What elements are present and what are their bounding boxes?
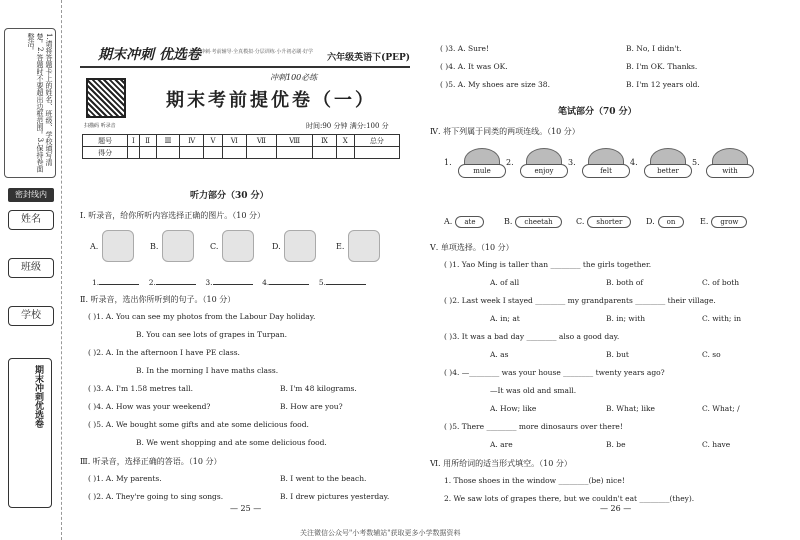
name-field[interactable]: 姓名 [8, 210, 54, 230]
side-badge: 密封线内 [8, 188, 54, 202]
answer-blank[interactable] [326, 277, 366, 285]
score-cell[interactable] [222, 147, 246, 159]
score-table [82, 134, 400, 159]
score-cell[interactable] [277, 147, 313, 159]
q3-heading: Ⅲ. 听录音，选择正确的答语。（10 分） [80, 457, 222, 466]
picture-option [336, 230, 386, 266]
q5-option: C. have [702, 440, 731, 449]
q2-heading: Ⅱ. 听录音，选出你所听到的句子。（10 分） [80, 295, 236, 304]
q3-cont-line: B. No, I didn't. [626, 44, 682, 53]
score-header-cell: Ⅶ [246, 135, 276, 147]
score-cell[interactable] [128, 147, 139, 159]
q6-heading: Ⅵ. 用所给词的适当形式填空。（10 分） [430, 459, 572, 468]
picture-option [210, 230, 260, 266]
sleeping-picture [284, 230, 316, 262]
leaf-letter: C. [576, 217, 585, 226]
left-page [70, 0, 410, 540]
blank-number: 4. [262, 278, 270, 287]
leaf-letter: D. [646, 217, 655, 226]
frog-word: better [644, 164, 692, 178]
q5-option: A. in; at [490, 314, 520, 323]
q3-cont-line: B. I'm 12 years old. [626, 80, 700, 89]
q2-line: B. How are you? [280, 402, 343, 411]
frog-item[interactable] [692, 148, 758, 186]
q3-cont-line: B. I'm OK. Thanks. [626, 62, 698, 71]
q5-option: A. are [490, 440, 513, 449]
score-header-cell: Ⅸ [313, 135, 336, 147]
book-picture [162, 230, 194, 262]
q5-line: ( )1. Yao Ming is taller than ________ the girls together. [444, 260, 652, 269]
frog-word: with [706, 164, 754, 178]
side-notes: 1.请将答题卡上的姓名、班级、学校填写清楚。2.答题时不要超出边框范围。3.保持卷面整洁。 [4, 28, 56, 178]
score-cell[interactable] [180, 147, 204, 159]
lion-picture [102, 230, 134, 262]
leaf-letter: A. [444, 217, 453, 226]
q5-option: B. be [606, 440, 626, 449]
right-page [430, 0, 790, 540]
q1-answer-blanks [92, 277, 366, 287]
picture-option [150, 230, 200, 266]
subtag: 冲刺100必练 [270, 73, 318, 82]
frog-item[interactable] [568, 148, 634, 186]
frog-number: 4. [630, 158, 638, 167]
plant-picture [222, 230, 254, 262]
written-heading: 笔试部分（70 分） [558, 107, 637, 117]
score-header-cell: Ⅴ [204, 135, 222, 147]
score-header-cell: Ⅵ [222, 135, 246, 147]
q2-line: B. We went shopping and ate some delicious food. [136, 438, 327, 447]
answer-blank[interactable] [213, 277, 253, 285]
grade-label: 六年级英语下(PEP) [327, 53, 410, 63]
frog-item[interactable] [506, 148, 572, 186]
q3-line: B. I went to the beach. [280, 474, 367, 483]
leaf-letter: B. [504, 217, 513, 226]
q5-option: B. What; like [606, 404, 655, 413]
score-header-cell: Ⅹ [336, 135, 354, 147]
picture-label: A. [90, 242, 99, 251]
blank-number: 5. [318, 278, 326, 287]
food-picture [348, 230, 380, 262]
leaf-option[interactable] [700, 216, 747, 228]
q3-line: ( )2. A. They're going to sing songs. [88, 492, 224, 501]
school-field[interactable]: 学校 [8, 306, 54, 326]
q2-line: ( )2. A. In the afternoon I have PE class. [88, 348, 240, 357]
blank-number: 1. [92, 278, 100, 287]
answer-blank[interactable] [156, 277, 196, 285]
score-cell[interactable] [246, 147, 276, 159]
leaf-word: ate [455, 216, 484, 228]
score-cell[interactable] [204, 147, 222, 159]
q3-cont-line: ( )4. A. It was OK. [440, 62, 508, 71]
brand-logo: 期末冲刺 优选卷 [98, 47, 201, 63]
score-header-cell: Ⅷ [277, 135, 313, 147]
frog-item[interactable] [444, 148, 510, 186]
answer-blank[interactable] [99, 277, 139, 285]
exam-meta: 时间:90 分钟 满分:100 分 [306, 122, 389, 130]
q5-option: A. of all [490, 278, 520, 287]
qr-caption: 扫描码 听录音 [84, 123, 116, 129]
q1-pictures [90, 230, 410, 270]
q2-line: ( )3. A. I'm 1.58 metres tall. [88, 384, 194, 393]
q5-option: C. of both [702, 278, 740, 287]
leaf-letter: E. [700, 217, 709, 226]
leaf-word: on [658, 216, 685, 228]
q6-line: 1. Those shoes in the window ________(be) nice! [444, 476, 625, 485]
frog-number: 1. [444, 158, 452, 167]
q2-line: ( )4. A. How was your weekend? [88, 402, 211, 411]
score-header-row [83, 135, 400, 147]
binding-sidebar [0, 0, 62, 540]
q5-line: ( )5. There ________ more dinosaurs over there! [444, 422, 623, 431]
score-cell[interactable] [313, 147, 336, 159]
side-logo: 期末冲刺优选卷 [8, 358, 52, 508]
score-header-cell: Ⅱ [139, 135, 156, 147]
picture-label: D. [272, 242, 281, 251]
q3-cont-line: ( )5. A. My shoes are size 38. [440, 80, 550, 89]
q5-option: C. with; in [702, 314, 742, 323]
frog-item[interactable] [630, 148, 696, 186]
frog-word: mule [458, 164, 506, 178]
blank-number: 2. [148, 278, 156, 287]
page-number: — 25 — [230, 504, 262, 513]
score-header-cell: Ⅰ [128, 135, 139, 147]
q5-option: C. so [702, 350, 721, 359]
frog-number: 5. [692, 158, 700, 167]
q5-option: B. both of [606, 278, 644, 287]
page-header [80, 40, 410, 68]
frog-number: 3. [568, 158, 576, 167]
picture-label: B. [150, 242, 159, 251]
answer-blank[interactable] [269, 277, 309, 285]
score-header-cell: 总分 [354, 135, 399, 147]
q2-line: ( )1. A. You can see my photos from the Labour Day holiday. [88, 312, 316, 321]
page-number: — 26 — [600, 504, 632, 513]
q5-line: —It was old and small. [490, 386, 577, 395]
score-cell[interactable] [139, 147, 156, 159]
q5-line: ( )2. Last week I stayed ________ my grandparents ________ their village. [444, 296, 716, 305]
q2-line: B. In the morning I have maths class. [136, 366, 279, 375]
q5-option: B. but [606, 350, 629, 359]
blank-number: 3. [205, 278, 213, 287]
score-header-cell: Ⅳ [180, 135, 204, 147]
leaf-word: grow [711, 216, 747, 228]
score-row [83, 147, 400, 159]
q2-line: B. I'm 48 kilograms. [280, 384, 357, 393]
picture-label: C. [210, 242, 219, 251]
q3-line: ( )1. A. My parents. [88, 474, 162, 483]
frog-number: 2. [506, 158, 514, 167]
footer-note: 关注微信公众号"小考数辅站"获取更多小学数据资料 [300, 529, 461, 537]
q1-heading: Ⅰ. 听录音，给你所听内容选择正确的图片。（10 分） [80, 211, 265, 220]
picture-option [272, 230, 322, 266]
q6-line: 2. We saw lots of grapes there, but we couldn't eat ________(they). [444, 494, 695, 503]
q5-option: C. What; / [702, 404, 740, 413]
q5-option: B. in; with [606, 314, 646, 323]
q5-option: A. as [490, 350, 509, 359]
listening-heading: 听力部分（30 分） [190, 191, 269, 201]
class-field[interactable]: 班级 [8, 258, 54, 278]
q5-option: A. How; like [490, 404, 537, 413]
brand-tagline: 期末冲刺·考前辅导·全真模拟·分层训练·小升初必刷·好学 [190, 49, 313, 55]
q5-line: ( )4. —________ was your house ________ twenty years ago? [444, 368, 665, 377]
score-header-cell: 题号 [83, 135, 128, 147]
q4-heading: Ⅳ. 将下列属于同类的两项连线。（10 分） [430, 127, 580, 136]
q2-line: B. You can see lots of grapes in Turpan. [136, 330, 287, 339]
leaf-word: shorter [587, 216, 631, 228]
score-cell[interactable] [336, 147, 354, 159]
picture-option [90, 230, 140, 266]
q5-line: ( )3. It was a bad day ________ also a good day. [444, 332, 620, 341]
leaf-option[interactable] [444, 216, 484, 228]
score-header-cell: Ⅲ [156, 135, 179, 147]
score-row-label: 得分 [83, 147, 128, 159]
q2-line: ( )5. A. We bought some gifts and ate some delicious food. [88, 420, 309, 429]
score-cell[interactable] [156, 147, 179, 159]
leaf-option[interactable] [576, 216, 631, 228]
page-title: 期末考前提优卷（一） [166, 90, 376, 111]
leaf-option[interactable] [504, 216, 562, 228]
q3-line: B. I drew pictures yesterday. [280, 492, 390, 501]
frog-word: enjoy [520, 164, 568, 178]
leaf-option[interactable] [646, 216, 684, 228]
score-cell[interactable] [354, 147, 399, 159]
q5-heading: Ⅴ. 单项选择。（10 分） [430, 243, 514, 252]
q3-cont-line: ( )3. A. Sure! [440, 44, 489, 53]
leaf-word: cheetah [515, 216, 561, 228]
picture-label: E. [336, 242, 345, 251]
frog-word: felt [582, 164, 630, 178]
qr-code[interactable] [86, 78, 126, 118]
